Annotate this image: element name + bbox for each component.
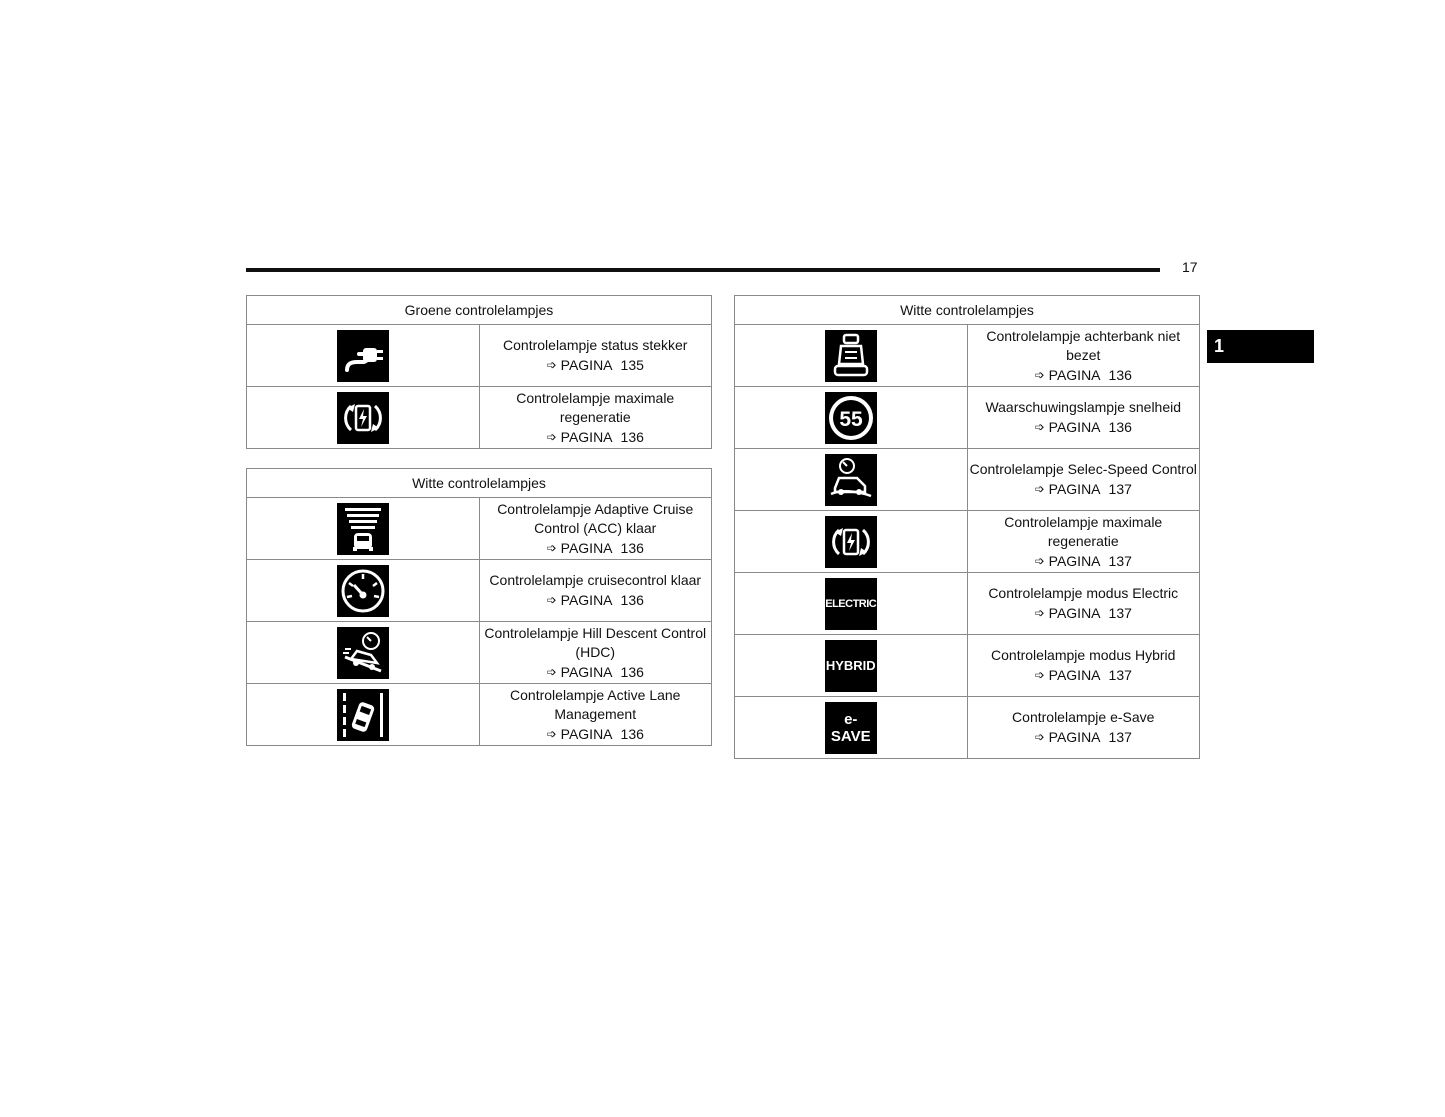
page-reference-link[interactable] [968, 665, 1200, 685]
row-label: Controlelampje modus Hybrid [991, 647, 1176, 663]
arrow-right-icon: ➩ [546, 358, 557, 372]
row-label: Controlelampje maximale regeneratie [516, 389, 675, 425]
table-row [247, 622, 712, 684]
page-reference-link[interactable] [968, 603, 1200, 623]
table-row [247, 684, 712, 746]
arrow-right-icon: ➩ [546, 726, 557, 741]
arrow-right-icon: ➩ [1034, 668, 1045, 682]
row-label: Waarschuwingslampje snelheid [985, 399, 1182, 415]
ref-word: PAGINA [1048, 667, 1101, 683]
max-regeneration-icon [337, 392, 389, 444]
row-label: Controlelampje cruisecontrol klaar [489, 572, 702, 588]
row-label: Controlelampje Adaptive Cruise Control (ACC) klaar [497, 500, 694, 536]
max-regeneration-icon [825, 516, 877, 568]
row-label: Controlelampje Active Lane Management [510, 686, 681, 722]
arrow-right-icon: ➩ [1034, 482, 1045, 496]
ref-page: 136 [620, 539, 644, 556]
page-reference-link[interactable] [968, 727, 1200, 747]
table-row [247, 498, 712, 560]
table-row [735, 325, 1200, 387]
hill-descent-icon [337, 627, 389, 679]
ref-word: PAGINA [1048, 481, 1101, 497]
arrow-right-icon: ➩ [546, 429, 557, 444]
page-reference-link[interactable] [968, 551, 1200, 571]
table-title: Witte controlelampjes [247, 469, 712, 498]
row-label: Controlelampje modus Electric [988, 585, 1179, 601]
ref-page: 136 [1108, 419, 1132, 435]
chapter-tab[interactable] [1207, 330, 1314, 363]
arrow-right-icon: ➩ [1034, 730, 1045, 744]
table-title: Groene controlelampjes [247, 296, 712, 325]
page-reference-link[interactable] [480, 355, 712, 375]
ref-word: PAGINA [1048, 605, 1101, 621]
table-title: Witte controlelampjes [735, 296, 1200, 325]
lane-management-icon [337, 689, 389, 741]
ref-page: 136 [1108, 366, 1132, 383]
table-row [735, 573, 1200, 635]
page-reference-link[interactable] [968, 417, 1200, 437]
row-label: Controlelampje Selec-Speed Control [969, 461, 1197, 477]
chapter-tab-label: 1 [1214, 336, 1225, 356]
table-row [735, 449, 1200, 511]
page-reference-link[interactable] [480, 538, 712, 558]
ref-word: PAGINA [560, 428, 613, 445]
green-lamps-table [246, 295, 712, 449]
rear-seat-icon [825, 330, 877, 382]
esave-mode-text: e-SAVE [830, 710, 871, 745]
electric-mode-text: ELECTRIC [825, 597, 877, 610]
arrow-right-icon: ➩ [1034, 367, 1045, 382]
ref-page: 137 [1108, 605, 1132, 621]
row-label: Controlelampje achterbank niet bezet [986, 327, 1181, 363]
page-reference-link[interactable] [968, 365, 1200, 385]
arrow-right-icon: ➩ [546, 540, 557, 555]
arrow-right-icon: ➩ [1034, 606, 1045, 620]
acc-ready-icon [337, 503, 389, 555]
row-label: Controlelampje status stekker [503, 337, 688, 353]
hybrid-mode-text: HYBRID [825, 658, 876, 673]
ref-word: PAGINA [560, 725, 613, 742]
white-lamps-table-left [246, 468, 712, 746]
ref-page: 137 [1108, 552, 1132, 569]
ref-word: PAGINA [560, 539, 613, 556]
ref-page: 135 [620, 357, 644, 373]
hybrid-mode-icon [825, 640, 877, 692]
ref-word: PAGINA [1048, 552, 1101, 569]
page-reference-link[interactable] [968, 479, 1200, 499]
row-label: Controlelampje maximale regeneratie [1004, 513, 1163, 549]
header-rule [246, 268, 1160, 272]
page-reference-link[interactable] [480, 427, 712, 447]
page-reference-link[interactable] [480, 724, 712, 744]
ref-word: PAGINA [560, 663, 613, 680]
cruise-control-icon [337, 565, 389, 617]
table-row [735, 511, 1200, 573]
page-number: 17 [1182, 259, 1198, 275]
ref-page: 136 [620, 725, 644, 742]
ref-page: 137 [1108, 667, 1132, 683]
table-row [247, 387, 712, 449]
row-label: Controlelampje Hill Descent Control (HDC) [484, 624, 707, 660]
speed-55-icon [825, 392, 877, 444]
esave-mode-icon [825, 702, 877, 754]
ref-word: PAGINA [1048, 419, 1101, 435]
table-row [735, 697, 1200, 759]
row-label: Controlelampje e-Save [1012, 709, 1155, 725]
ref-page: 136 [620, 592, 644, 608]
arrow-right-icon: ➩ [546, 593, 557, 607]
ref-word: PAGINA [1048, 729, 1101, 745]
speed-limit-value: 55 [839, 407, 863, 431]
ref-page: 137 [1108, 729, 1132, 745]
plug-status-icon [337, 330, 389, 382]
ref-word: PAGINA [560, 357, 613, 373]
white-lamps-table-right [734, 295, 1200, 759]
electric-mode-icon [825, 578, 877, 630]
ref-page: 136 [620, 663, 644, 680]
table-row [735, 387, 1200, 449]
ref-page: 136 [620, 428, 644, 445]
ref-word: PAGINA [560, 592, 613, 608]
arrow-right-icon: ➩ [1034, 553, 1045, 568]
ref-word: PAGINA [1048, 366, 1101, 383]
table-row [735, 635, 1200, 697]
arrow-right-icon: ➩ [1034, 420, 1045, 434]
table-row [247, 560, 712, 622]
table-row [247, 325, 712, 387]
page-reference-link[interactable] [480, 662, 712, 682]
ref-page: 137 [1108, 481, 1132, 497]
selec-speed-icon [825, 454, 877, 506]
arrow-right-icon: ➩ [546, 664, 557, 679]
page-reference-link[interactable] [480, 590, 712, 610]
